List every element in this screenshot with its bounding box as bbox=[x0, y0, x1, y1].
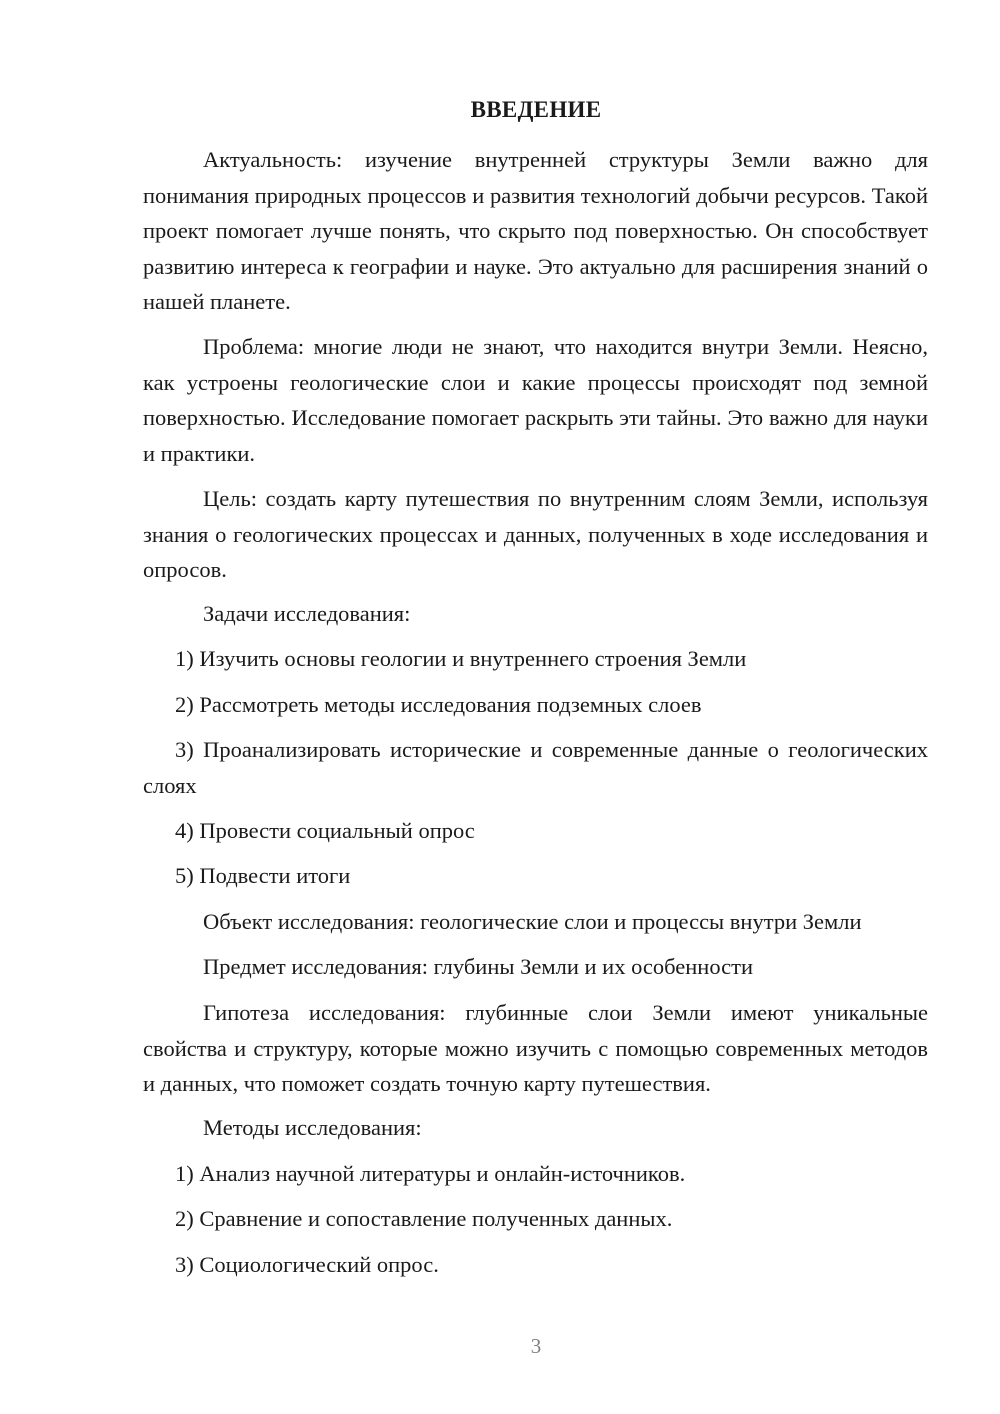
method-item-1: 1) Анализ научной литературы и онлайн-источников. bbox=[175, 1161, 686, 1186]
task-item-1: 1) Изучить основы геологии и внутреннего строения Земли bbox=[175, 646, 747, 671]
task-item-3: 3) Проанализировать исторические и современные данные о геологических слоях bbox=[143, 737, 928, 798]
paragraph-hypothesis: Гипотеза исследования: глубинные слои Земли имеют уникальные свойства и структуру, которые можно изучить с помощью современных методов и данных, что поможет создать точную карту путешествия. bbox=[143, 1000, 928, 1096]
task-item-2: 2) Рассмотреть методы исследования подземных слоев bbox=[175, 692, 702, 717]
research-subject: Предмет исследования: глубины Земли и их особенности bbox=[203, 954, 754, 979]
paragraph-problem: Проблема: многие люди не знают, что находится внутри Земли. Неясно, как устроены геологические слои и какие процессы происходят под земной поверхностью. Исследование помогает раскрыть эти тайны. Это важно для науки и практики. bbox=[143, 334, 928, 466]
methods-heading: Методы исследования: bbox=[203, 1115, 422, 1140]
method-item-3: 3) Социологический опрос. bbox=[175, 1252, 439, 1277]
method-item-2: 2) Сравнение и сопоставление полученных данных. bbox=[175, 1206, 673, 1231]
task-item-5: 5) Подвести итоги bbox=[175, 863, 351, 888]
page-number: 3 bbox=[530, 1334, 542, 1358]
tasks-heading: Задачи исследования: bbox=[203, 601, 411, 626]
paragraph-goal: Цель: создать карту путешествия по внутренним слоям Земли, используя знания о геологических процессах и данных, полученных в ходе исследования и опросов. bbox=[143, 486, 928, 582]
task-item-4: 4) Провести социальный опрос bbox=[175, 818, 475, 843]
research-object: Объект исследования: геологические слои и процессы внутри Земли bbox=[203, 909, 862, 934]
page-title: ВВЕДЕНИЕ bbox=[470, 97, 602, 122]
paragraph-relevance: Актуальность: изучение внутренней структуры Земли важно для понимания природных процессов и развития технологий добычи ресурсов. Такой проект помогает лучше понять, что скрыто под поверхностью. Он способствует развитию интереса к географии и науке. Это актуально для расширения знаний о нашей планете. bbox=[143, 147, 928, 314]
